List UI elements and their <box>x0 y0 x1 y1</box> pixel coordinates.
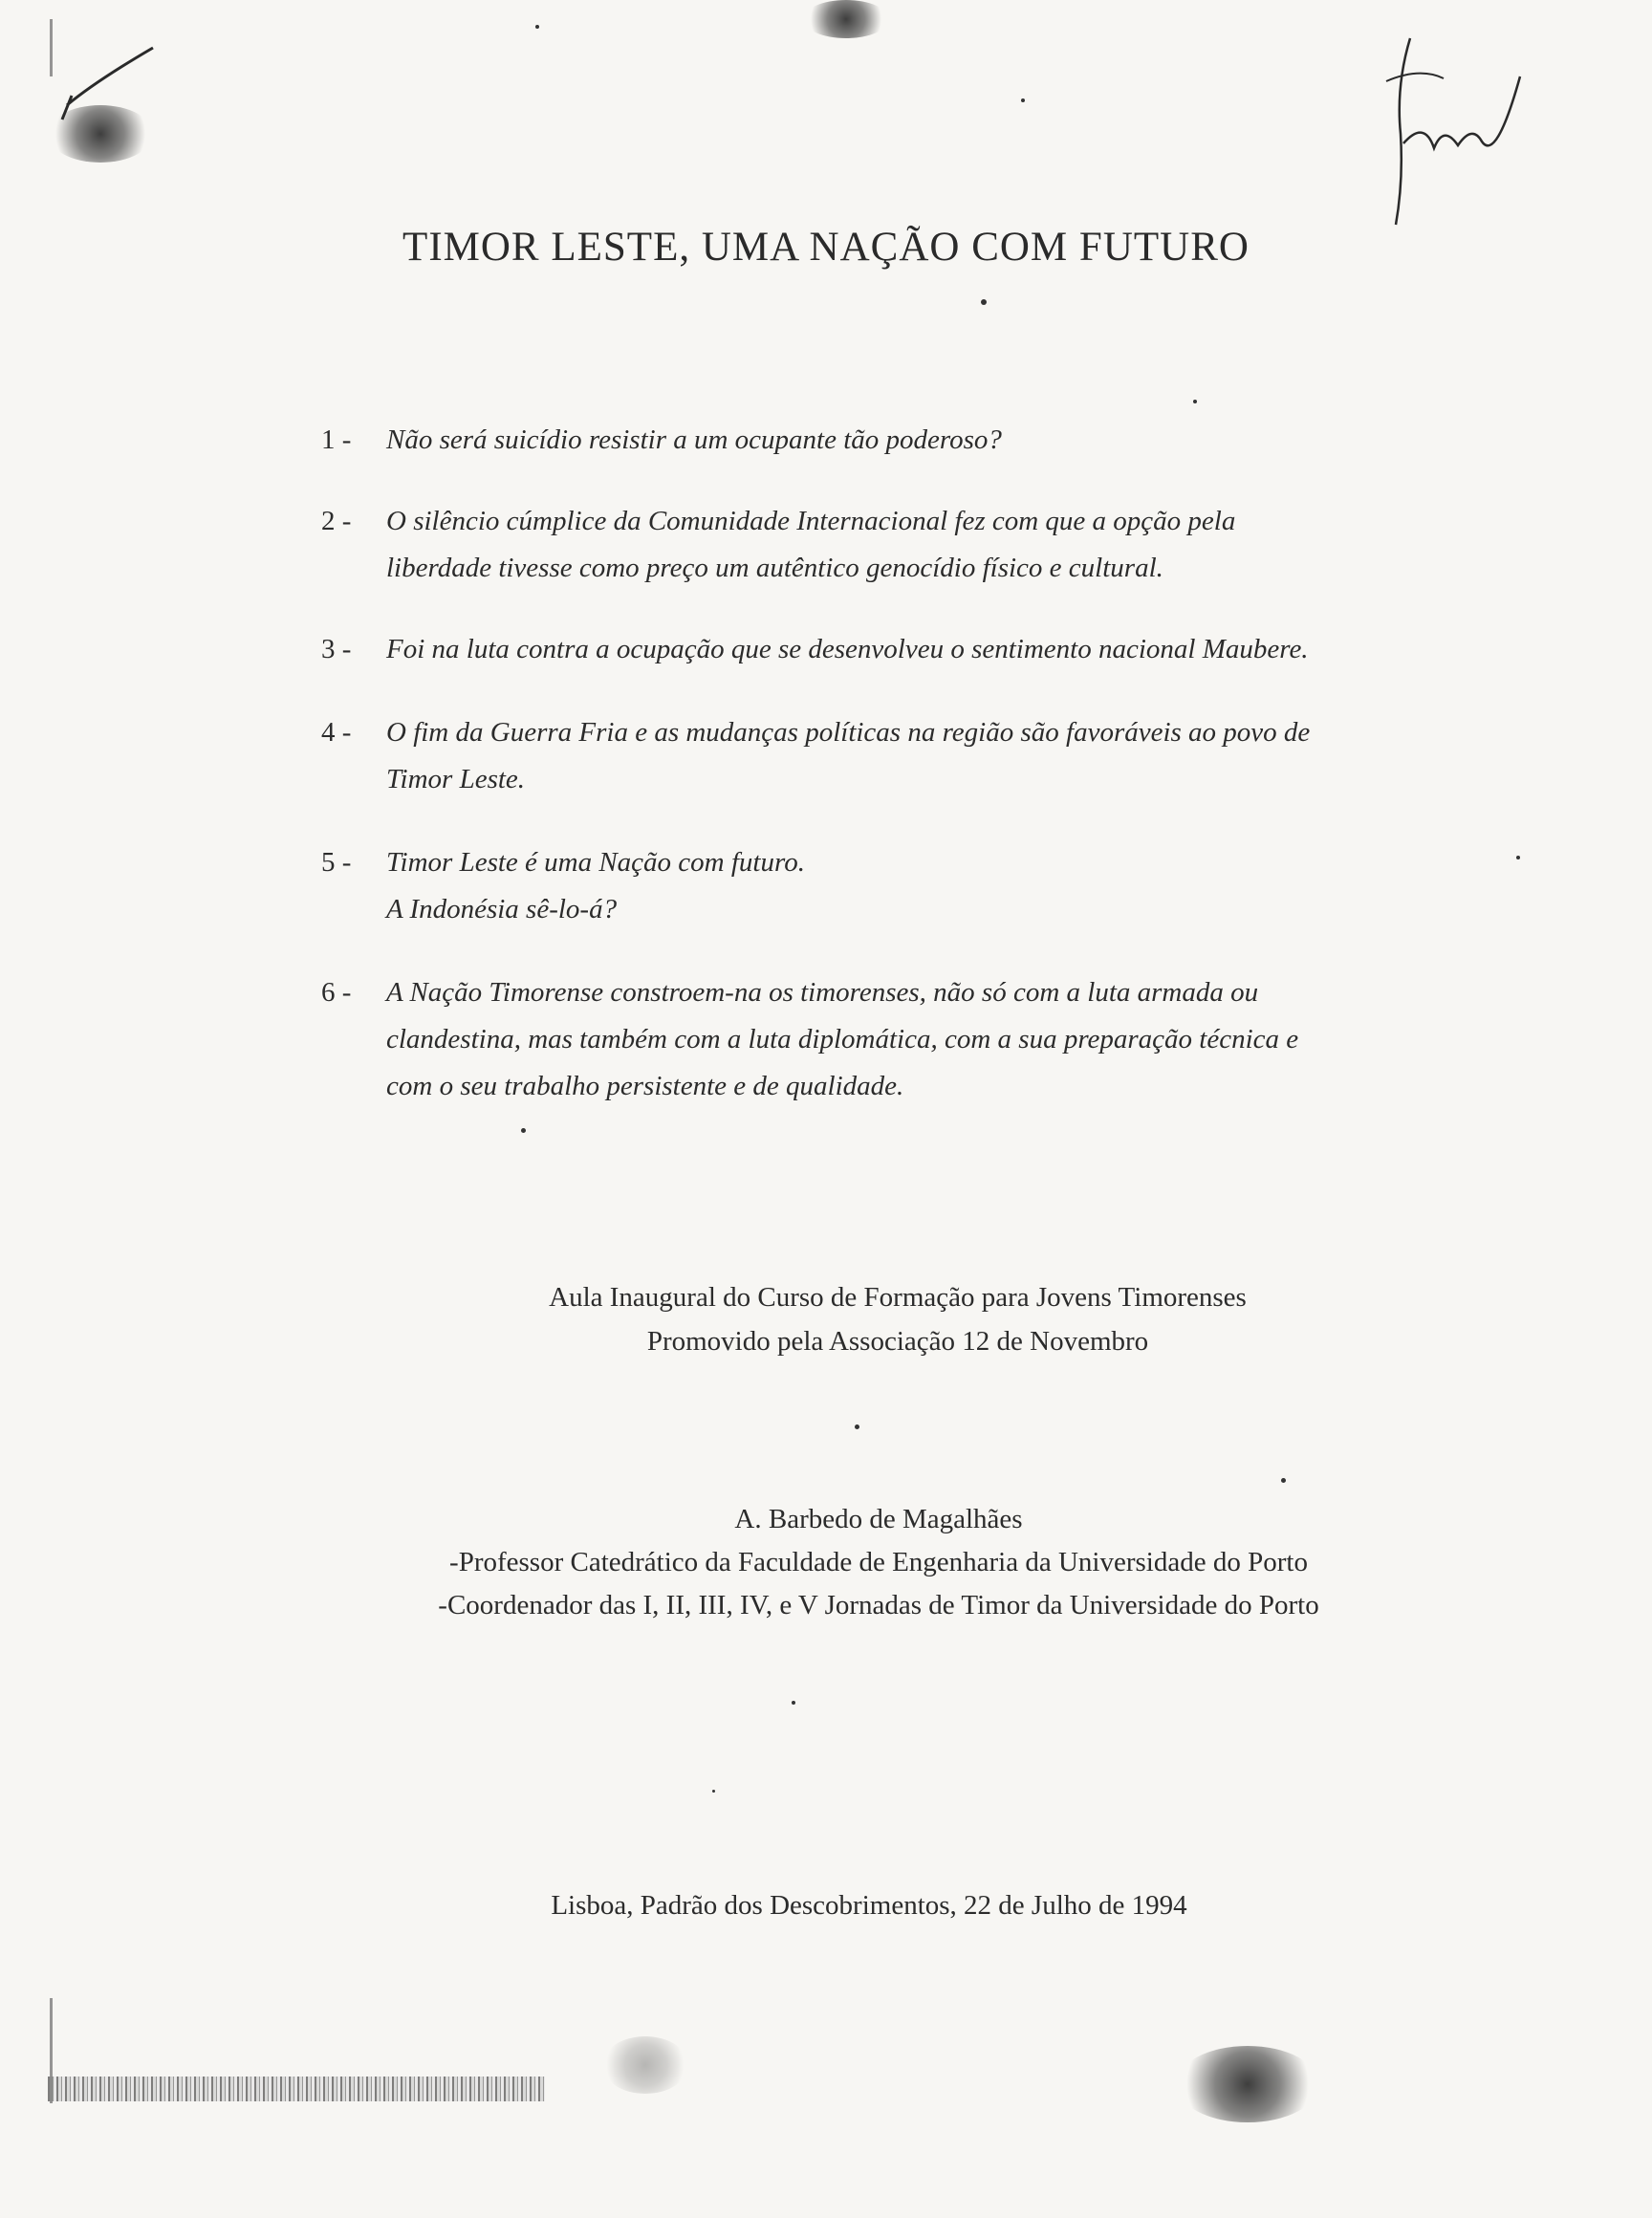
document-title: TIMOR LESTE, UMA NAÇÃO COM FUTURO <box>402 224 1250 270</box>
lecture-info <box>0 1275 1652 1363</box>
scan-smudge-bottom-center <box>602 2036 688 2094</box>
list-item-text: O fim da Guerra Fria e as mudanças políticas na região são favoráveis ao povo de <box>386 717 1311 748</box>
handwritten-signature-icon <box>1329 19 1549 229</box>
scan-smudge-bottom-right <box>1176 2046 1319 2122</box>
scan-speck <box>712 1790 715 1793</box>
list-item-text: A Nação Timorense constroem-na os timorenses, não só com a luta armada ou <box>386 977 1259 1008</box>
lecture-organizer: Promovido pela Associação 12 de Novembro <box>646 1326 1149 1357</box>
author-role: -Coordenador das I, II, III, IV, e V Jornadas de Timor da Universidade do Porto <box>438 1590 1319 1620</box>
place-and-date: Lisboa, Padrão dos Descobrimentos, 22 de Julho de 1994 <box>551 1890 1187 1921</box>
list-item-text: clandestina, mas também com a luta diplomática, com a sua preparação técnica e <box>386 1024 1299 1055</box>
list-item <box>321 498 1421 592</box>
list-item-text: Foi na luta contra a ocupação que se desenvolveu o sentimento nacional Maubere. <box>386 634 1309 664</box>
scan-speck <box>535 25 539 29</box>
question-list <box>321 417 1421 1148</box>
list-item <box>321 969 1421 1110</box>
scan-speck <box>1516 856 1520 859</box>
list-item <box>321 626 1421 673</box>
scan-speck <box>981 299 987 305</box>
scan-speck <box>792 1701 795 1705</box>
list-item-text: A Indonésia sê-lo-á? <box>386 894 618 924</box>
list-item-text: com o seu trabalho persistente e de qualidade. <box>386 1071 904 1101</box>
scan-edge-left-bottom <box>50 1998 53 2103</box>
list-item-number: 4 - <box>321 709 351 756</box>
list-item-number: 3 - <box>321 626 351 673</box>
check-mark-icon <box>53 29 167 134</box>
list-item-number: 5 - <box>321 839 351 886</box>
author-name: A. Barbedo de Magalhães <box>734 1504 1023 1534</box>
author-role: -Professor Catedrático da Faculdade de Engenharia da Universidade do Porto <box>449 1547 1308 1577</box>
list-item <box>321 417 1421 464</box>
scan-speck <box>1281 1478 1286 1483</box>
author-block <box>0 1498 1652 1627</box>
scan-speck <box>1193 400 1197 403</box>
list-item <box>321 839 1421 933</box>
list-item-text: liberdade tivesse como preço um autêntico genocídio físico e cultural. <box>386 553 1163 583</box>
list-item-text: O silêncio cúmplice da Comunidade Internacional fez com que a opção pela <box>386 506 1236 536</box>
list-item-number: 1 - <box>321 417 351 464</box>
list-item-text: Timor Leste. <box>386 764 526 794</box>
list-item-text: Não será suicídio resistir a um ocupante tão poderoso? <box>386 424 1002 455</box>
list-item <box>321 709 1421 803</box>
list-item-number: 6 - <box>321 969 351 1016</box>
list-item-number: 2 - <box>321 498 351 545</box>
scan-noise-bottom-left <box>48 2077 545 2101</box>
scan-speck <box>855 1424 859 1429</box>
list-item-text: Timor Leste é uma Nação com futuro. <box>386 847 805 878</box>
lecture-title: Aula Inaugural do Curso de Formação para Jovens Timorenses <box>549 1282 1247 1313</box>
scan-speck <box>1021 98 1025 102</box>
scan-smudge-top-center <box>803 0 889 38</box>
